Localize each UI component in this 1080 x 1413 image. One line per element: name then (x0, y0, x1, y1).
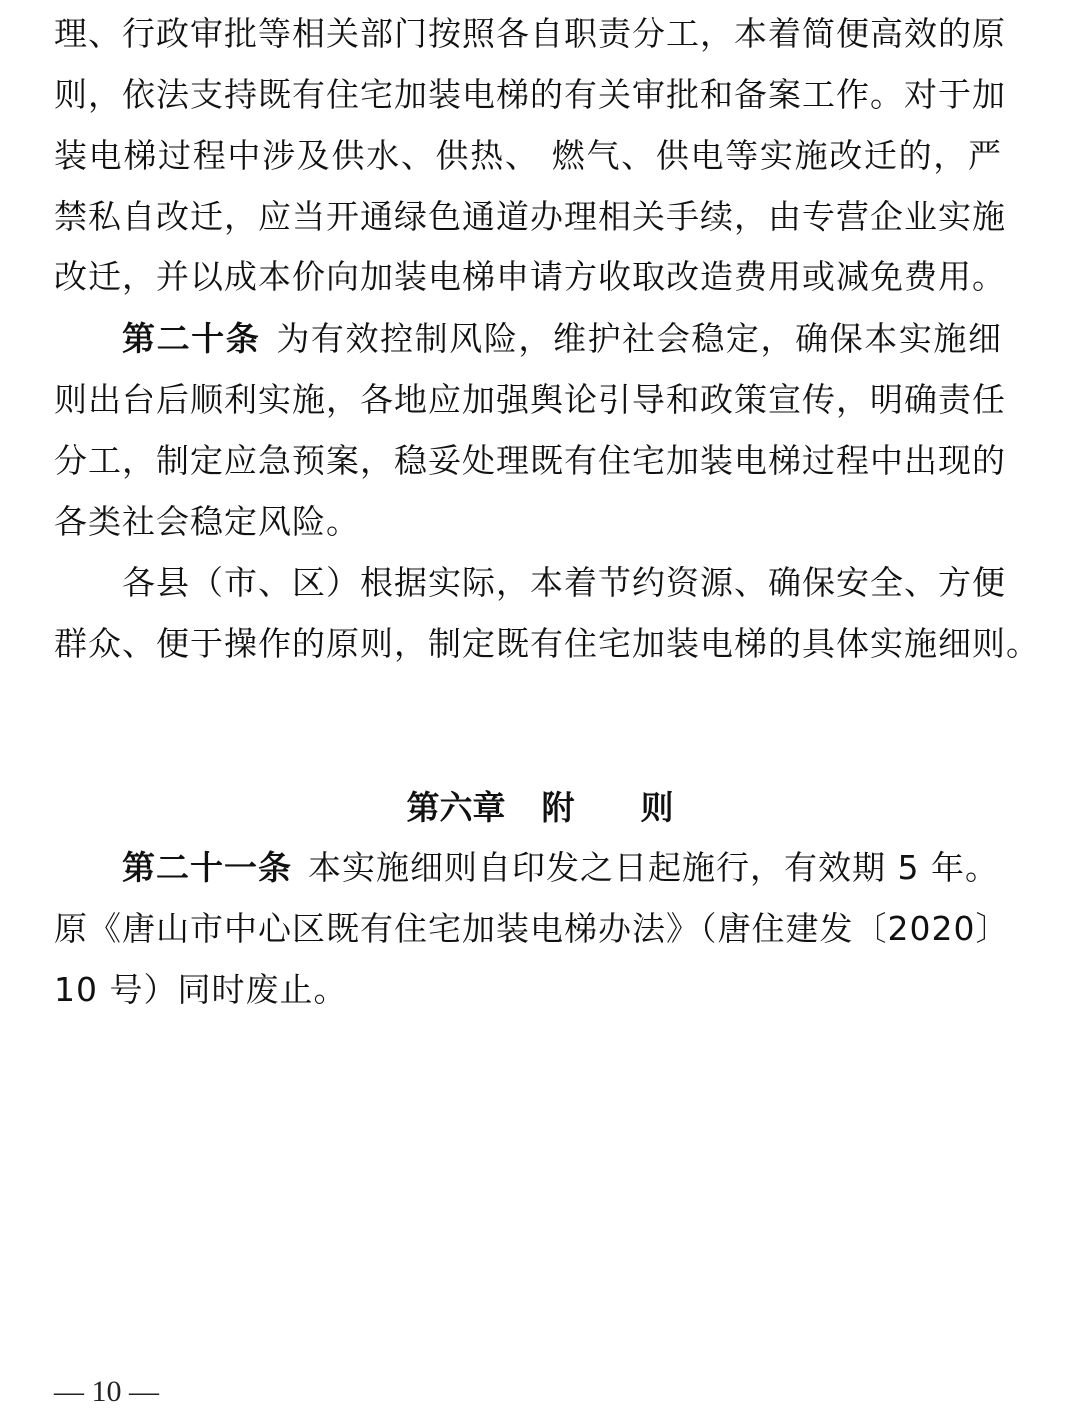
paragraph-line: 各县（市、区）根据实际，本着节约资源、确保安全、方便 (122, 563, 1006, 602)
paragraph-text: 为有效控制风险，维护社会稳定，确保本实施细 (276, 319, 1003, 358)
paragraph-line: 装电梯过程中涉及供水、供热、 燃气、供电等实施改迁的，严 (54, 136, 1002, 175)
article-heading: 第二十条 (122, 319, 261, 358)
chapter-heading (0, 788, 1080, 828)
page-number: — 10 — (54, 1375, 159, 1408)
article-21-first-line (122, 848, 1002, 888)
paragraph-line: 10 号）同时废止。 (54, 970, 348, 1009)
chapter-title-char: 附 (541, 788, 575, 827)
paragraph-line: 原《唐山市中心区既有住宅加装电梯办法》（唐住建发〔2020〕 (54, 909, 1010, 948)
paragraph-line: 则出台后顺利实施，各地应加强舆论引导和政策宣传，明确责任 (54, 380, 1006, 419)
article-heading: 第二十一条 (122, 848, 292, 887)
paragraph-line: 分工，制定应急预案，稳妥处理既有住宅加装电梯过程中出现的 (54, 441, 1006, 480)
chapter-title-char: 则 (640, 788, 674, 827)
paragraph-line: 禁私自改迁，应当开通绿色通道办理相关手续，由专营企业实施 (54, 197, 1006, 236)
paragraph-text: 本实施细则自印发之日起施行，有效期 5 年。 (308, 848, 999, 887)
paragraph-line: 则，依法支持既有住宅加装电梯的有关审批和备案工作。对于加 (54, 75, 1006, 114)
paragraph-line: 各类社会稳定风险。 (54, 502, 360, 541)
article-20-first-line (122, 319, 1002, 359)
chapter-number: 第六章 (406, 788, 506, 827)
paragraph-line: 改迁，并以成本价向加装电梯申请方收取改造费用或减免费用。 (54, 257, 1006, 296)
paragraph-line: 群众、便于操作的原则，制定既有住宅加装电梯的具体实施细则。 (54, 624, 1040, 663)
paragraph-line: 理、行政审批等相关部门按照各自职责分工，本着简便高效的原 (54, 14, 1006, 53)
